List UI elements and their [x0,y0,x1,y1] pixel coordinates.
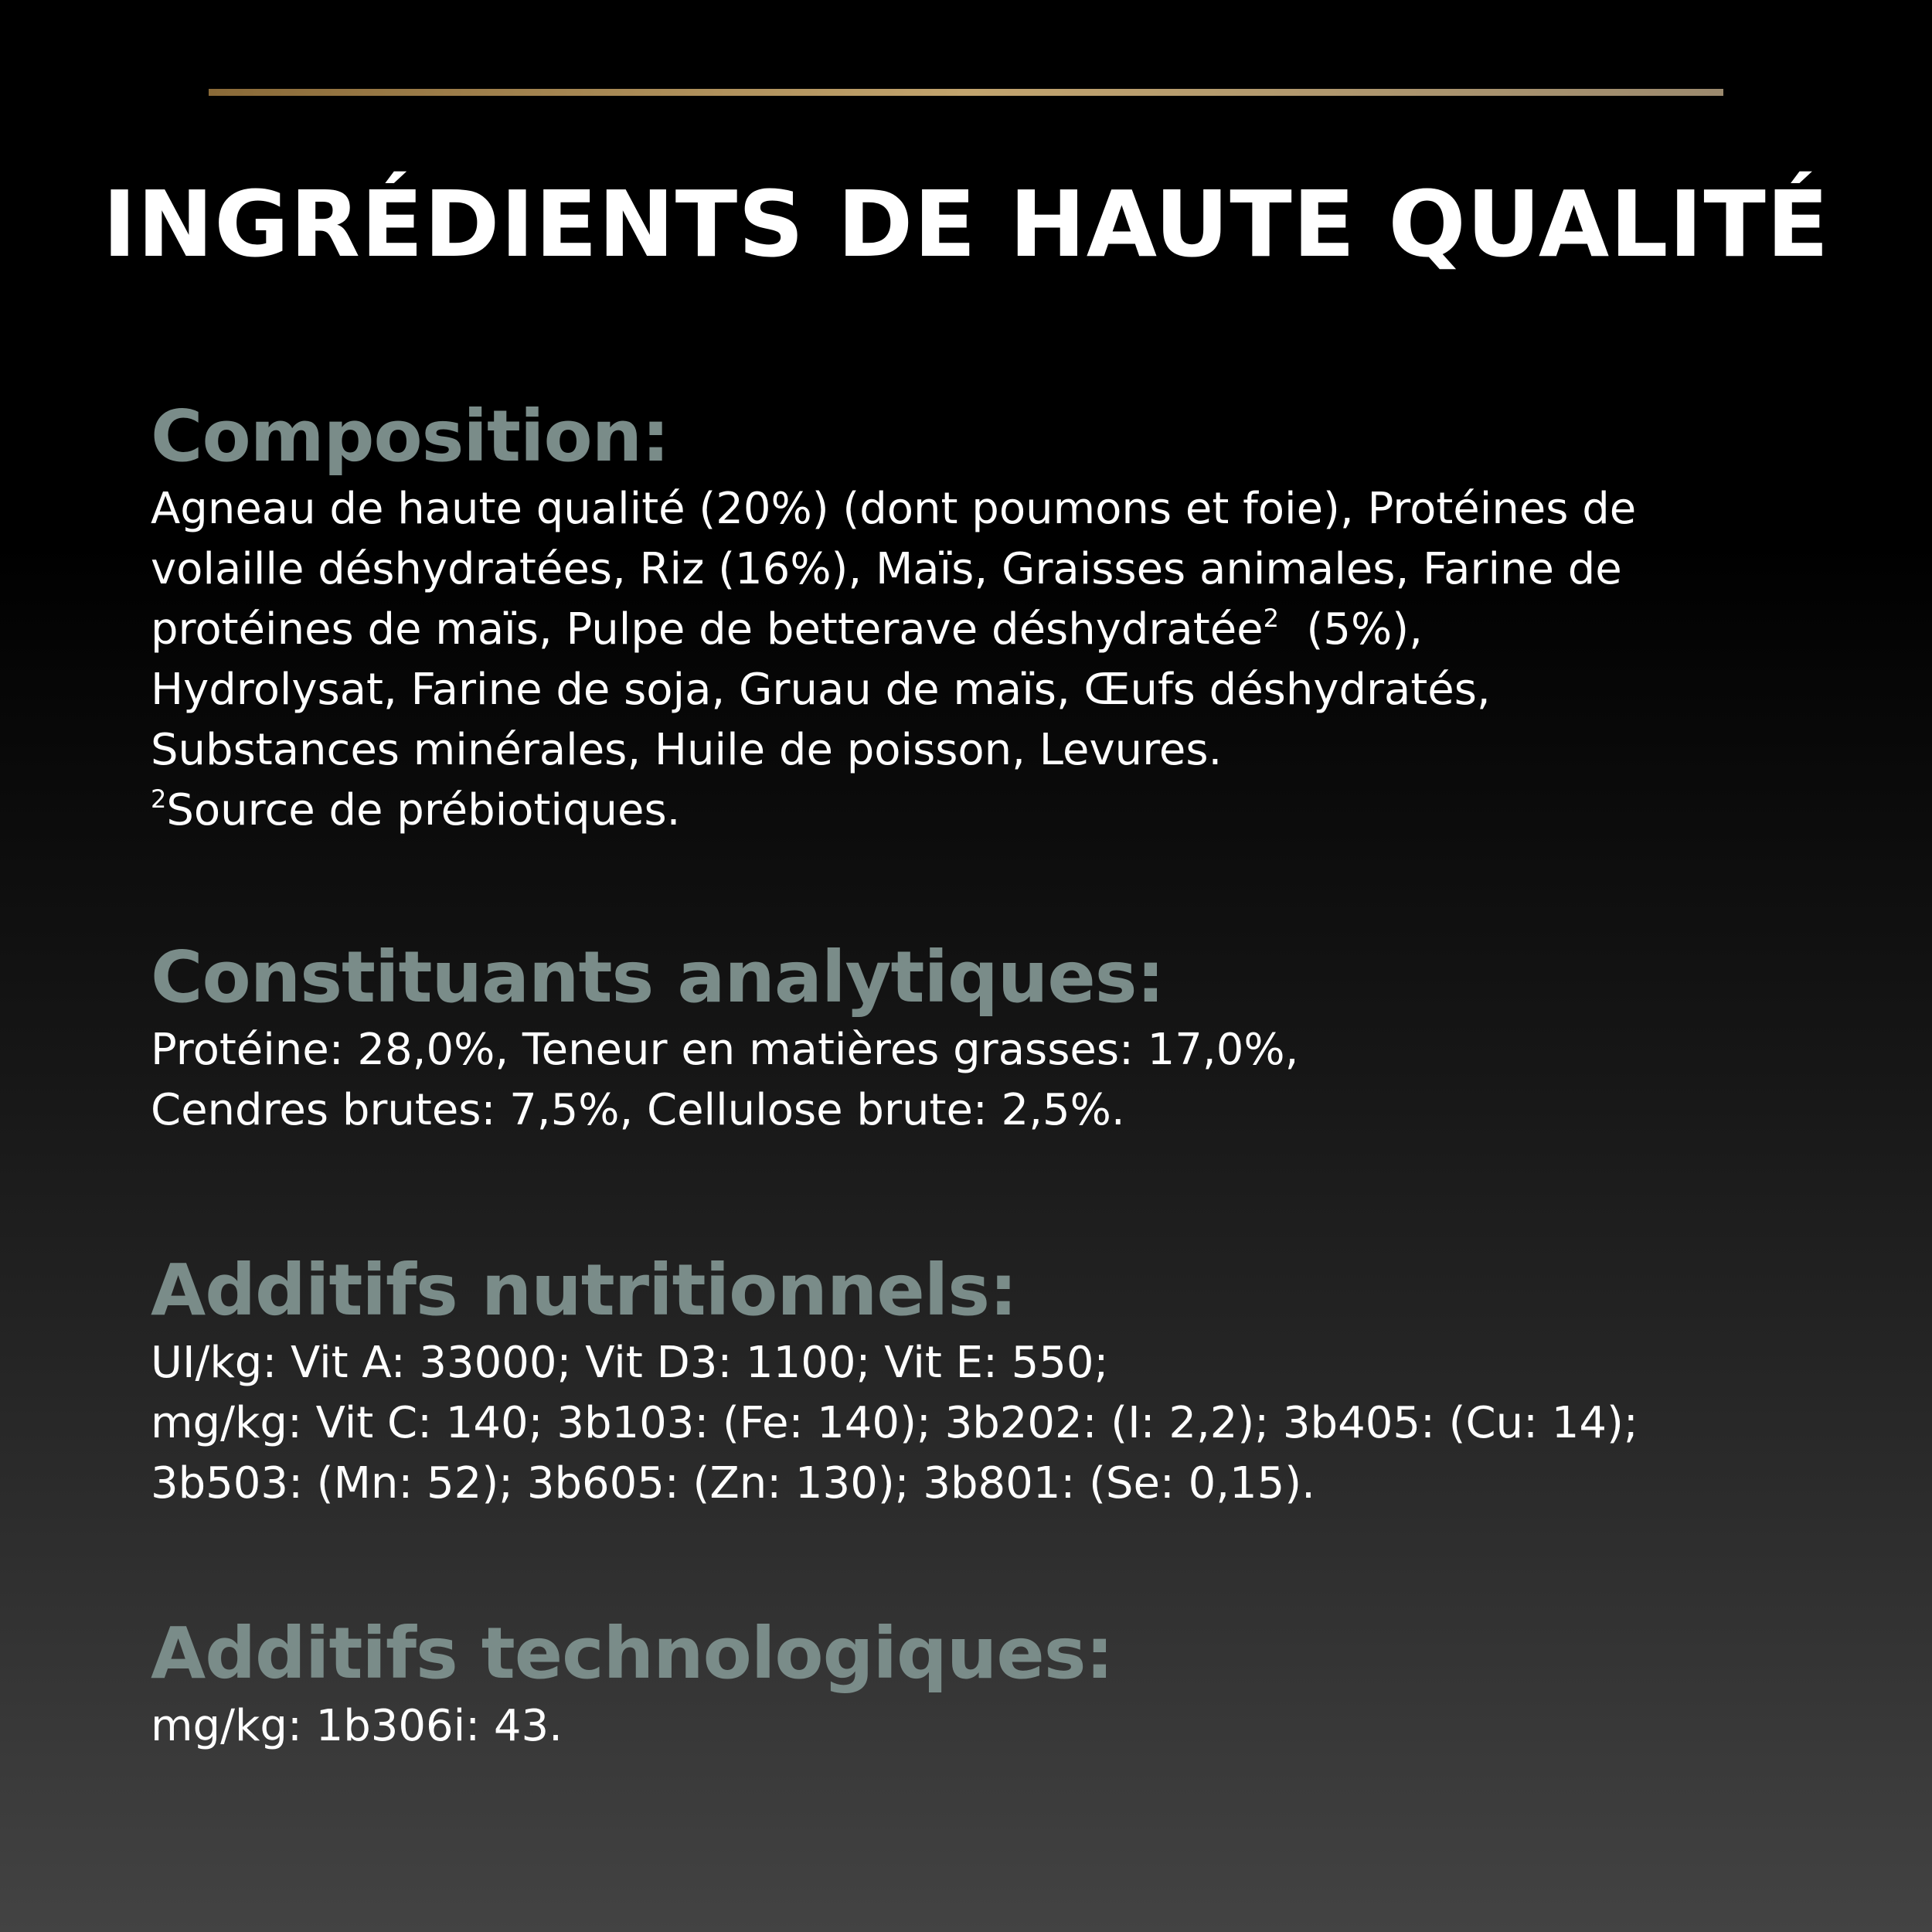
technological-line: mg/kg: 1b306i: 43. [151,1701,563,1751]
nutritional-text [151,1333,1851,1514]
technological-text [151,1696,1851,1757]
analytical-text [151,1020,1851,1141]
nutritional-line: mg/kg: Vit C: 140; 3b103: (Fe: 140); 3b202: (I: 2,2); 3b405: (Cu: 14); [151,1398,1638,1448]
composition-line-tail: (5%), [1278,604,1423,655]
footnote-marker: 2 [151,784,167,814]
nutritional-line: 3b503: (Mn: 52); 3b605: (Zn: 130); 3b801: (Se: 0,15). [151,1458,1315,1509]
composition-line [151,600,1851,660]
analytical-heading: Constituants analytiques: [151,936,1165,1019]
technological-section [151,1611,1851,1757]
analytical-line: Protéine: 28,0%, Teneur en matières grasses: 17,0%, [151,1025,1299,1075]
analytical-line: Cendres brutes: 7,5%, Cellulose brute: 2,5%. [151,1085,1125,1135]
footnote-superscript: 2 [1263,604,1279,633]
composition-footnote [151,781,1851,841]
composition-line: Hydrolysat, Farine de soja, Gruau de maïs, Œufs déshydratés, [151,665,1491,715]
footnote-text: Source de prébiotiques. [166,785,681,835]
technological-heading: Additifs technologiques: [151,1612,1114,1695]
composition-line: Substances minérales, Huile de poisson, Levures. [151,725,1223,775]
composition-heading: Composition: [151,395,669,478]
nutritional-section [151,1248,1851,1514]
composition-line: volaille déshydratées, Riz (16%), Maïs, Graisses animales, Farine de [151,544,1622,594]
composition-text [151,479,1851,841]
nutritional-line: UI/kg: Vit A: 33000; Vit D3: 1100; Vit E: 550; [151,1338,1109,1388]
composition-line-text: protéines de maïs, Pulpe de betterave déshydratée [151,604,1264,655]
nutritional-heading: Additifs nutritionnels: [151,1249,1017,1332]
gold-accent-rule [209,89,1723,96]
composition-line: Agneau de haute qualité (20%) (dont poumons et foie), Protéines de [151,484,1637,534]
composition-section [151,394,1851,841]
page-title: INGRÉDIENTS DE HAUTE QUALITÉ [102,171,1830,277]
analytical-section [151,935,1851,1141]
